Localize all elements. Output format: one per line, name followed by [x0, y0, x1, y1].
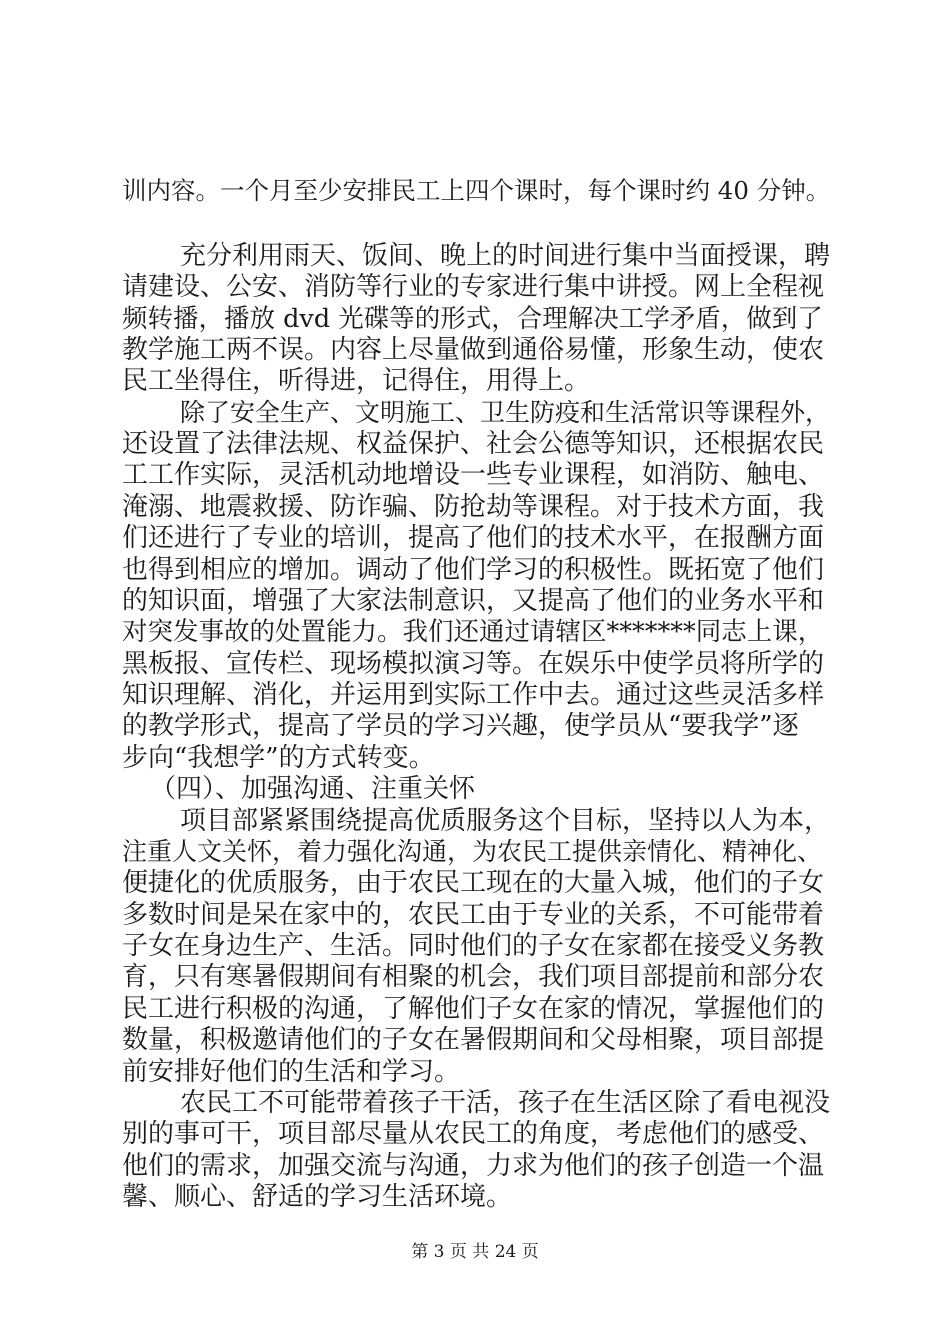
paragraph-line: 也得到相应的增加。调动了他们学习的积极性。既拓宽了他们	[122, 555, 825, 585]
paragraph-line: 民工坐得住，听得进，记得住，用得上。	[122, 366, 591, 396]
paragraph-line: 步向“我想学”的方式转变。	[122, 743, 435, 773]
paragraph-line: 育，只有寒暑假期间有相聚的机会，我们项目部提前和部分农	[122, 962, 825, 992]
paragraph-line: 项目部紧紧围绕提高优质服务这个目标，坚持以人为本，	[180, 806, 831, 836]
paragraph-line: 还设置了法律法规、权益保护、社会公德等知识，还根据农民	[122, 429, 825, 459]
paragraph-line: 多数时间是呆在家中的，农民工由于专业的关系，不可能带着	[122, 900, 825, 930]
paragraph-line: 教学施工两不误。内容上尽量做到通俗易懂，形象生动，使农	[122, 335, 825, 365]
paragraph-line: 便捷化的优质服务，由于农民工现在的大量入城，他们的子女	[122, 868, 825, 898]
paragraph-line: 充分利用雨天、饭间、晚上的时间进行集中当面授课，聘	[180, 241, 831, 271]
paragraph-line: 黑板报、宣传栏、现场模拟演习等。在娱乐中使学员将所学的	[122, 649, 825, 679]
paragraph-line: 的教学形式，提高了学员的学习兴趣，使学员从“要我学”逐	[122, 711, 799, 741]
paragraph-line: 除了安全生产、文明施工、卫生防疫和生活常识等课程外，	[180, 398, 831, 427]
paragraph-line: 频转播，播放 dvd 光碟等的形式，合理解决工学矛盾，做到了	[122, 304, 823, 334]
paragraph-line: 民工进行积极的沟通，了解他们子女在家的情况，掌握他们的	[122, 994, 825, 1024]
page-footer: 第 3 页 共 24 页	[411, 1242, 539, 1262]
paragraph-line: 对突发事故的处置能力。我们还通过请辖区*******同志上课，	[122, 617, 824, 647]
paragraph-line: 别的事可干，项目部尽量从农民工的角度，考虑他们的感受、	[122, 1119, 825, 1149]
paragraph-line: 馨、顺心、舒适的学习生活环境。	[122, 1182, 513, 1212]
paragraph-line: 数量，积极邀请他们的子女在暑假期间和父母相聚，项目部提	[122, 1025, 825, 1055]
paragraph-line: 知识理解、消化，并运用到实际工作中去。通过这些灵活多样	[122, 680, 825, 710]
paragraph-line: 他们的需求，加强交流与沟通，力求为他们的孩子创造一个温	[122, 1151, 825, 1181]
paragraph-line: 前安排好他们的生活和学习。	[122, 1057, 461, 1087]
paragraph-line: 的知识面，增强了大家法制意识，又提高了他们的业务水平和	[122, 586, 825, 616]
paragraph-line: 工工作实际，灵活机动地增设一些专业课程，如消防、触电、	[122, 460, 825, 490]
paragraph-line: 注重人文关怀，着力强化沟通，为农民工提供亲情化、精神化、	[122, 837, 823, 866]
paragraph-line: 们还进行了专业的培训，提高了他们的技术水平，在报酬方面	[122, 523, 825, 553]
paragraph-line: 农民工不可能带着孩子干活，孩子在生活区除了看电视没	[180, 1088, 831, 1118]
paragraph-line: 子女在身边生产、生活。同时他们的子女在家都在接受义务教	[122, 931, 825, 961]
section-heading: （四）、加强沟通、注重关怀	[150, 774, 476, 804]
paragraph-line: 请建设、公安、消防等行业的专家进行集中讲授。网上全程视	[122, 272, 825, 302]
paragraph-line: 训内容。一个月至少安排民工上四个课时，每个课时约 40 分钟。	[122, 176, 831, 205]
paragraph-line: 淹溺、地震救援、防诈骗、防抢劫等课程。对于技术方面，我	[122, 492, 825, 522]
